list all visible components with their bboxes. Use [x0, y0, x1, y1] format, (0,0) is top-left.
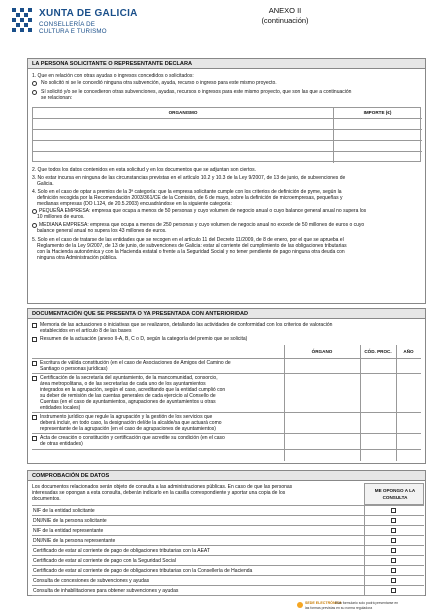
- doc-memory-checkbox[interactable]: [32, 323, 37, 328]
- data-check-row: [32, 555, 424, 565]
- badge-line-1: Este formulario solo podrá presentarse en: [335, 601, 399, 605]
- declaration-item-4-line-2: definición recogida por la Recomendación 2003/361/CE de la Comisión, de 6 de mayo, sobre la definición de microempresas, pequeñas y: [37, 195, 343, 201]
- declaration-item-2: 2. Que todos los datos contenidos en esta solicitud y en los documentos que se adjuntan son ciertos.: [32, 167, 257, 173]
- badge-title: SEDE ELECTRÓNICA: [305, 601, 342, 605]
- amount-input-2[interactable]: [333, 129, 422, 140]
- data-check-row: [32, 545, 424, 555]
- amount-input-3[interactable]: [333, 140, 422, 151]
- documentation-section-title: DOCUMENTACIÓN QUE SE PRESENTA O YA PRESENTADA CON ANTERIORIDAD: [28, 309, 425, 319]
- data-check-row-label: DNI/NIE de la persona representante: [33, 538, 116, 544]
- data-check-row-label: Consulta de concesiones de subvenciones y ayudas: [33, 578, 150, 584]
- doc-legal-instrument-label-2: deberá incluir, en todo caso, la designación del/de la alcalde/sa que actuará como: [40, 420, 222, 426]
- oppose-checkbox[interactable]: [391, 558, 396, 563]
- oppose-header-line-1: ME OPONGO A LA: [374, 488, 416, 493]
- column-organ: ÓRGANO: [311, 349, 333, 354]
- doc-certification-label-6: entidades locales): [40, 405, 81, 411]
- oppose-header-line-2: CONSULTA: [382, 495, 408, 500]
- declaration-item-4-line-3: medianas empresas (DO L124, de 20.5.2003) encuadrándose en la siguiente categoría:: [37, 201, 232, 207]
- doc-certification-label-2: área metropolitana, o de las secretarías de cada uno de los ayuntamientos: [40, 381, 206, 387]
- data-check-section-title: COMPROBACIÓN DE DATOS: [28, 471, 425, 481]
- oppose-checkbox[interactable]: [391, 528, 396, 533]
- page-header: [0, 0, 440, 54]
- organism-input-2[interactable]: [33, 129, 333, 140]
- brand-department: [39, 21, 107, 35]
- declaration-section: [27, 58, 426, 304]
- column-code: CÓD. PROC.: [364, 349, 392, 354]
- data-check-row-label: Certificado de estar al corriente de pago de obligaciones tributarias con la Consellería de Hacienda: [33, 568, 253, 574]
- doc-legal-instrument-checkbox[interactable]: [32, 415, 37, 420]
- prior-docs-table: [32, 345, 421, 461]
- oppose-checkbox[interactable]: [391, 538, 396, 543]
- oppose-checkbox[interactable]: [391, 548, 396, 553]
- declaration-item-5-line-4: ninguna otra Administración pública.: [37, 255, 118, 261]
- footer-badge: [297, 600, 431, 612]
- option-no-other-aid-radio[interactable]: [32, 81, 37, 86]
- organism-input-1[interactable]: [33, 118, 333, 129]
- doc-certification-label-5: Cuentas (en el caso de ayuntamientos, agrupaciones de ayuntamientos u otras: [40, 399, 216, 405]
- table-header-amount: IMPORTE (€): [363, 110, 392, 115]
- declaration-item-4-line-1: 4. Solo en el caso de optar a premios de la 3ª categoría: que la empresa solicitante cumple con los criterios de definición de pyme, según la: [32, 189, 342, 195]
- doc-creation-act-label-2: de otras entidades): [40, 441, 83, 447]
- declaration-item-3-line-1: 3. No estar incursa en ninguna de las circunstancias previstas en el artículo 10.2 y 10.3 de la Ley 9/2007, de 13 de junio, de subvenciones de: [32, 175, 346, 181]
- data-check-row: [32, 515, 424, 525]
- amount-input-1[interactable]: [333, 118, 422, 129]
- amount-input-4[interactable]: [333, 151, 422, 162]
- oppose-checkbox[interactable]: [391, 578, 396, 583]
- declaration-item-3-line-2: Galicia.: [37, 181, 54, 187]
- oppose-checkbox[interactable]: [391, 588, 396, 593]
- data-check-intro-1: Los documentos relacionados serán objeto de consulta a las administraciones públicas. En caso de que las personas: [32, 484, 293, 490]
- doc-certification-label-4: su deber de remisión de las cuentas generales de cada ejercicio al Consello de: [40, 393, 216, 399]
- annex-title: ANEXO II: [268, 6, 302, 15]
- doc-legal-instrument-label-1: Instrumento jurídico que regule la agrupación y la gestión de los servicios que: [40, 414, 213, 420]
- option-other-aid-radio[interactable]: [32, 90, 37, 95]
- table-header-organism: ORGANISMO: [168, 110, 198, 115]
- organism-input-4[interactable]: [33, 151, 333, 162]
- data-check-row: [32, 575, 424, 585]
- brand-line-2: CULTURA E TURISMO: [39, 28, 107, 36]
- oppose-checkbox[interactable]: [391, 508, 396, 513]
- data-check-row-label: NIF de la entidad representante: [33, 528, 104, 534]
- doc-memory-label-2: establecidos en el artículo 8 de las bases: [40, 328, 132, 334]
- data-check-row: [32, 505, 424, 515]
- doc-memory-label-1: Memoria de las actuaciones o iniciativas que se realizaron, detallando las actividades de conformidad con los criterios de valoración: [40, 322, 333, 328]
- declaration-section-title: LA PERSONA SOLICITANTE O REPRESENTANTE DECLARA: [28, 59, 425, 69]
- sede-icon: [297, 602, 303, 608]
- option-no-other-aid-label: No solicitó ni se le concedió ninguna otra subvención, ayuda, recurso o ingreso para este mismo proyecto.: [41, 80, 277, 86]
- data-check-table: [32, 505, 424, 593]
- oppose-checkbox[interactable]: [391, 568, 396, 573]
- doc-creation-act-checkbox[interactable]: [32, 436, 37, 441]
- data-check-row-label: Certificado de estar al corriente de pago con la Seguridad Social: [33, 558, 176, 564]
- declaration-item-1: 1. Que en relación con otras ayudas o ingresos concedidos o solicitados:: [32, 73, 194, 79]
- doc-summary-checkbox[interactable]: [32, 337, 37, 342]
- data-check-row: [32, 565, 424, 575]
- medium-company-label-2: balance general anual no supera los 43 millones de euros.: [37, 228, 167, 234]
- documentation-section: [27, 308, 426, 464]
- doc-legal-instrument-label-3: representante de la agrupación (en el caso de agrupaciones de ayuntamientos): [40, 426, 216, 432]
- data-check-row-label: Certificado de estar al corriente de pago de obligaciones tributarias con la AEAT: [33, 548, 210, 554]
- data-check-row-label: DNI/NIE de la persona solicitante: [33, 518, 107, 524]
- doc-deed-label-1: Escritura de válida constitución (en el caso de Asociaciones de Amigos del Camino de: [40, 360, 231, 366]
- doc-creation-act-label-1: Acta de creación o constitución y certificación que acredite su condición (en el caso: [40, 435, 225, 441]
- oppose-column-header: [364, 483, 424, 505]
- annex-heading: [210, 6, 360, 26]
- data-check-row: [32, 525, 424, 535]
- declaration-item-5-line-3: con la Hacienda autonómica y con la Hacienda estatal o frente a la Seguridad Social y no tener pendiente de pago ninguna otra deuda con: [37, 249, 345, 255]
- doc-certification-checkbox[interactable]: [32, 376, 37, 381]
- organism-input-3[interactable]: [33, 140, 333, 151]
- brand-line-1: CONSELLERÍA DE: [39, 21, 96, 28]
- data-check-intro-2: interesadas se opongan a esta consulta, deberán indicarlo en la casilla correspondiente y aportar una copia de los: [32, 490, 286, 496]
- column-year: AÑO: [403, 349, 414, 354]
- data-check-row: [32, 535, 424, 545]
- declaration-item-5-line-1: 5. Solo en el caso de tratarse de las entidades que se recogen en el artículo 11 del Decreto 11/2009, de 8 de enero, por el que se aprueba el: [32, 237, 344, 243]
- small-company-label-2: 10 millones de euros.: [37, 214, 85, 220]
- xunta-logo-icon: [10, 6, 34, 36]
- option-other-aid-label-1: Sí solicitó y/o se le concedieron otras subvenciones, ayudas, recursos o ingresos para este mismo proyecto, que son las que a continuación: [41, 89, 352, 95]
- doc-summary-label: Resumen de la actuación (anexo II-A, B, C o D, según la categoría del premio que se solicita): [40, 336, 248, 342]
- data-check-row-label: Consulta de inhabilitaciones para obtener subvenciones y ayudas: [33, 588, 179, 594]
- doc-certification-label-1: Certificación de la secretaría del ayuntamiento, de la mancomunidad, consorcio,: [40, 375, 218, 381]
- option-other-aid-label-2: se relacionan:: [41, 95, 73, 101]
- data-check-row: [32, 585, 424, 595]
- data-check-row-label: NIF de la entidad solicitante: [33, 508, 95, 514]
- brand-title: XUNTA DE GALICIA: [39, 8, 138, 19]
- other-aid-table: [32, 107, 421, 162]
- annex-subtitle: (continuación): [261, 16, 309, 25]
- small-company-label-1: PEQUEÑA EMPRESA: empresa que ocupa a menos de 50 personas y cuyo volumen de negocio anual o cuyo balance general anual no supera los: [39, 208, 367, 214]
- doc-deed-checkbox[interactable]: [32, 361, 37, 366]
- doc-deed-label-2: Santiago o personas jurídicas): [40, 366, 108, 372]
- oppose-checkbox[interactable]: [391, 518, 396, 523]
- data-check-section: [27, 470, 426, 596]
- medium-company-label-1: MEDIANA EMPRESA: empresa que ocupa a menos de 250 personas y cuyo volumen de negocio anual no excede de 50 millones de euros o cuyo: [39, 222, 365, 228]
- doc-certification-label-3: integrados en la agrupación, según el caso, acreditando que la entidad cumplió con: [40, 387, 226, 393]
- data-check-intro-3: documentos.: [32, 496, 61, 502]
- badge-line-2: las formas previstas en su norma reguladora: [305, 606, 373, 610]
- declaration-item-5-line-2: Reglamento de la Ley 9/2007, de 13 de junio, de subvenciones de Galicia: estar al corriente del cumplimiento de las obligaciones tributarias: [37, 243, 347, 249]
